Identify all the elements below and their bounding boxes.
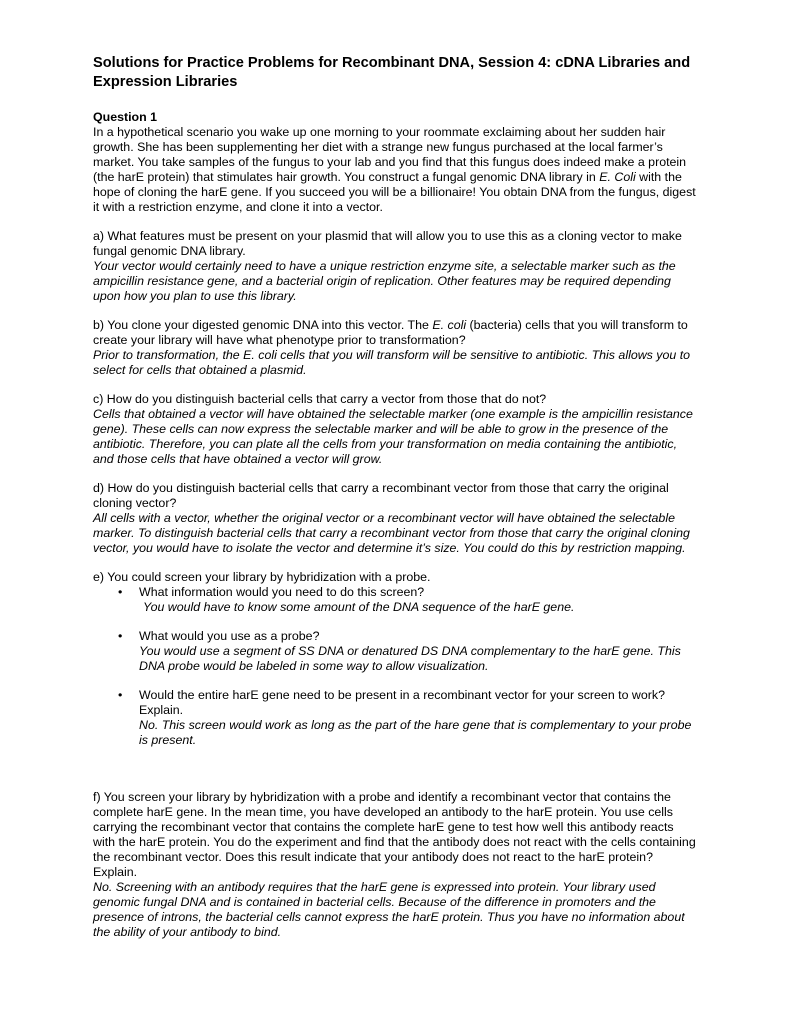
part-b-question bbox=[93, 318, 699, 348]
part-e-bullet-answer: You would have to know some amount of the DNA sequence of the harE gene. bbox=[143, 600, 575, 614]
part-f-question: f) You screen your library by hybridization with a probe and identify a recombinant vector that contains the complete harE gene. In the mean time, you have developed an antibody to the harE protein. You use cells carrying the recombinant vector that contains the complete harE gene to test how well this antibody reacts with the harE protein. You do the experiment and find that the antibody does not react with the cells containing the recombinant vector. Does this result indicate that your antibody does not react to the harE protein? Explain. bbox=[93, 790, 696, 879]
part-e-question: e) You could screen your library by hybridization with a probe. bbox=[93, 570, 431, 584]
part-e-bullet-answer: You would use a segment of SS DNA or denatured DS DNA complementary to the harE gene. This DNA probe would be labeled in some way to allow visualization. bbox=[139, 644, 681, 673]
bullet-marker: • bbox=[118, 688, 123, 702]
part-e-bullet-item bbox=[93, 629, 699, 674]
spacer bbox=[93, 762, 699, 790]
part-e-bullet-item bbox=[93, 585, 699, 615]
part-c bbox=[93, 392, 699, 467]
part-e-bullet-question: What information would you need to do this screen? bbox=[139, 585, 425, 599]
part-b bbox=[93, 318, 699, 378]
part-f bbox=[93, 790, 699, 940]
part-c-question: c) How do you distinguish bacterial cells that carry a vector from those that do not? bbox=[93, 392, 547, 406]
part-e-bullet-question: What would you use as a probe? bbox=[139, 629, 320, 643]
part-e-bullet-answer: No. This screen would work as long as the part of the hare gene that is complementary to your probe is present. bbox=[139, 718, 692, 747]
part-a bbox=[93, 229, 699, 304]
part-e bbox=[93, 570, 699, 748]
bullet-marker: • bbox=[118, 585, 123, 599]
part-a-answer: Your vector would certainly need to have a unique restriction enzyme site, a selectable marker such as the ampicillin resistance gene, and a bacterial origin of replication. Other features may be required depending upon how you plan to use this library. bbox=[93, 259, 676, 303]
part-a-question: a) What features must be present on your plasmid that will allow you to use this as a cloning vector to make fungal genomic DNA library. bbox=[93, 229, 682, 258]
part-e-bullet-list bbox=[93, 585, 699, 748]
part-e-bullet-item bbox=[93, 688, 699, 748]
part-f-answer: No. Screening with an antibody requires that the harE gene is expressed into protein. Your library used genomic fungal DNA and is contained in bacterial cells. Because of the difference in promoters and the presence of introns, the bacterial cells cannot express the harE protein. Thus you have no information about the ability of your antibody to bind. bbox=[93, 880, 685, 939]
part-d bbox=[93, 481, 699, 556]
part-d-question: d) How do you distinguish bacterial cells that carry a recombinant vector from those that carry the original cloning vector? bbox=[93, 481, 669, 510]
question-1-heading: Question 1 bbox=[93, 110, 158, 124]
intro-text-2: with the hope of cloning the harE gene. If you succeed you will be a billionaire! You obtain DNA from the fungus, digest it with a restriction enzyme, and clone it into a vector. bbox=[93, 170, 696, 214]
bullet-marker: • bbox=[118, 629, 123, 643]
document-title: Solutions for Practice Problems for Recombinant DNA, Session 4: cDNA Libraries and Expression Libraries bbox=[93, 55, 691, 90]
question-1-intro bbox=[93, 125, 699, 215]
part-d-answer: All cells with a vector, whether the original vector or a recombinant vector will have obtained the selectable marker. To distinguish bacterial cells that carry a recombinant vector from those that carry the original cloning vector, you would have to isolate the vector and determine it’s size. You could do this by restriction mapping. bbox=[93, 511, 690, 555]
part-b-question-text-2: (bacteria) cells that you will transform to create your library will have what phenotype prior to transformation? bbox=[93, 318, 688, 347]
part-b-question-text-1: b) You clone your digested genomic DNA into this vector. The bbox=[93, 318, 433, 332]
intro-ecoli: E. Coli bbox=[599, 170, 636, 184]
part-b-question-ecoli: E. coli bbox=[432, 318, 467, 332]
part-c-answer: Cells that obtained a vector will have obtained the selectable marker (one example is the ampicillin resistance gene). These cells can now express the selectable marker and will be able to grow in the presence of the antibiotic. Therefore, you can plate all the cells from your transformation on media containing the antibiotic, and those cells that have obtained a vector will grow. bbox=[93, 407, 693, 466]
part-b-answer: Prior to transformation, the E. coli cells that you will transform will be sensitive to antibiotic. This allows you to select for cells that obtained a plasmid. bbox=[93, 348, 691, 377]
part-e-bullet-question: Would the entire harE gene need to be present in a recombinant vector for your screen to work? Explain. bbox=[139, 688, 665, 717]
intro-text-1: In a hypothetical scenario you wake up one morning to your roommate exclaiming about her sudden hair growth. She has been supplementing her diet with a strange new fungus purchased at the local farmer’s market. You take samples of the fungus to your lab and you find that this fungus does indeed make a protein (the harE protein) that stimulates hair growth. You construct a fungal genomic DNA library in bbox=[93, 125, 687, 184]
